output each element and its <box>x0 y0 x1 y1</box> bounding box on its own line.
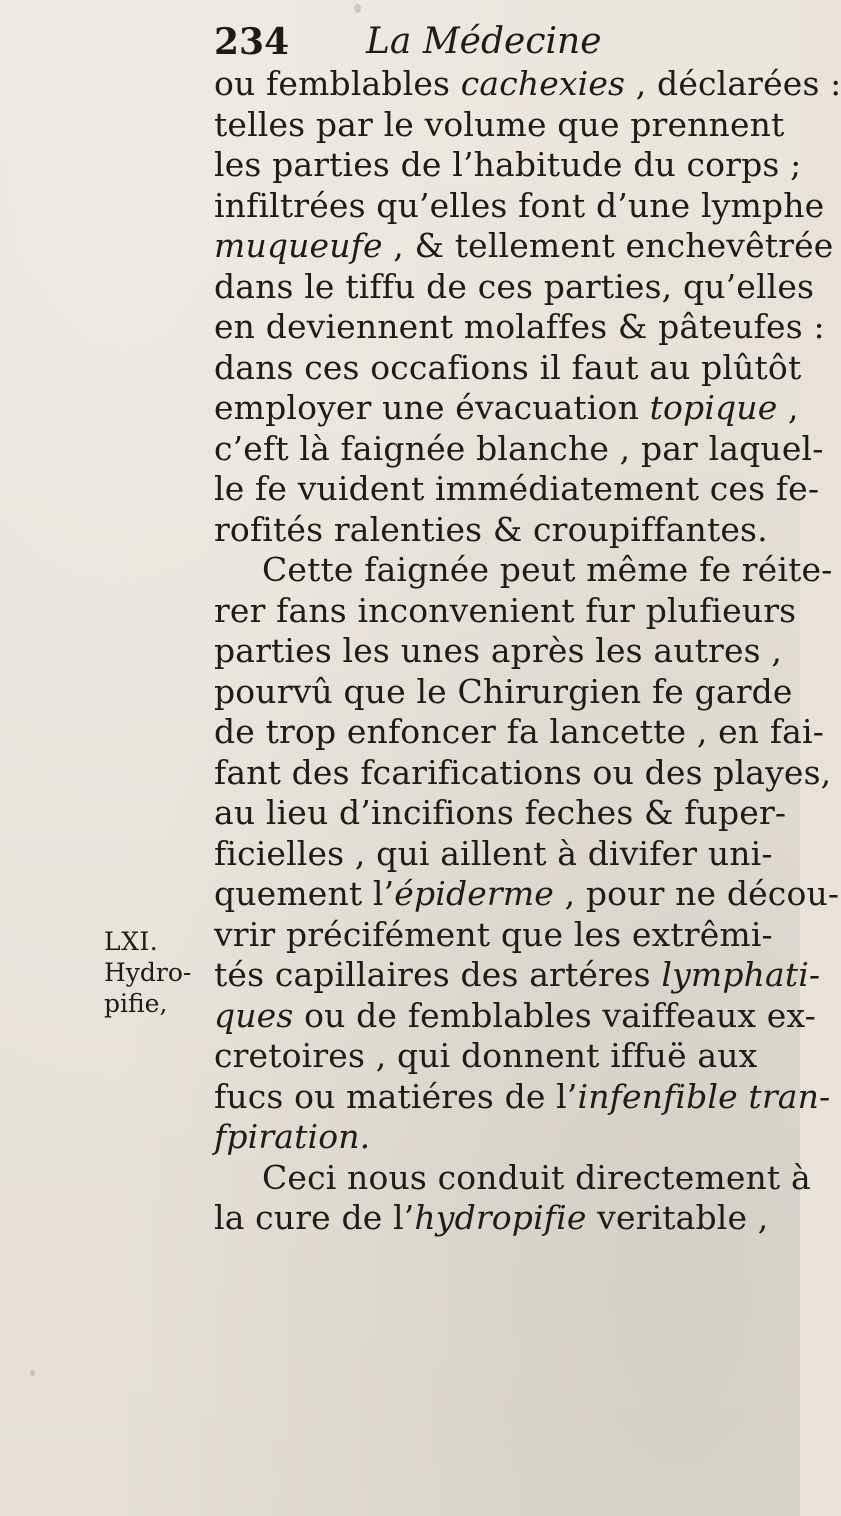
marginal-note-line: Hydro- <box>104 958 192 987</box>
italic-term: hydropifie <box>414 1198 587 1237</box>
text-line: pourvû que le Chirurgien fe garde <box>214 671 793 711</box>
text-segment: , déclarées : <box>625 64 841 103</box>
italic-term: infenfible tran- <box>577 1076 831 1116</box>
text-line: fant des fcarifications ou des playes, <box>214 752 832 792</box>
text-line: dans le tiffu de ces parties, qu’elles <box>214 266 815 306</box>
text-line: rer fans inconvenient fur plufieurs <box>214 590 797 630</box>
running-title: La Médecine <box>366 21 602 62</box>
paragraph-start-line: Ceci nous conduit directement à <box>262 1157 811 1197</box>
text-line: parties les unes après les autres , <box>214 631 783 670</box>
text-line: telles par le volume que prennent <box>214 104 785 144</box>
text-line: les parties de l’habitude du corps ; <box>214 145 802 184</box>
italic-term: topique <box>649 388 778 427</box>
text-line <box>214 1076 831 1118</box>
text-line <box>214 955 821 996</box>
italic-term: muqueufe <box>214 226 383 265</box>
text-line: au lieu d’incifions feches & fuper- <box>214 793 787 832</box>
text-segment: employer une évacuation <box>214 388 650 427</box>
ink-speck <box>30 1370 35 1376</box>
text-line <box>214 1117 792 1158</box>
text-line: vrir précifément que les extrêmi- <box>214 914 773 954</box>
text-segment: tés capillaires des artéres <box>214 955 662 994</box>
text-segment: fucs ou matiéres de l’ <box>214 1076 578 1116</box>
text-line: le fe vuident immédiatement ces fe- <box>214 469 820 508</box>
text-segment: ou femblables <box>214 64 461 103</box>
text-line: c’eft là faignée blanche , par laquel- <box>214 428 824 468</box>
text-line: cretoires , qui donnent iffuë aux <box>214 1036 758 1075</box>
text-segment: , <box>777 388 799 427</box>
italic-term: ques <box>214 995 294 1035</box>
text-segment: quement l’ <box>214 874 395 913</box>
text-segment: , & tellement enchevêtrée <box>382 226 834 265</box>
text-line <box>214 874 840 915</box>
text-line <box>214 226 834 267</box>
text-line <box>214 64 841 105</box>
text-segment: , pour ne décou- <box>553 874 840 913</box>
text-segment: ou de femblables vaiffeaux ex- <box>293 995 816 1035</box>
body-text <box>214 64 841 1239</box>
running-header <box>214 20 734 64</box>
page-number: 234 <box>214 21 290 63</box>
italic-term: fpiration. <box>214 1117 371 1156</box>
section-number: LXI. <box>104 927 159 956</box>
italic-term: lymphati- <box>661 955 821 994</box>
text-line <box>214 995 816 1037</box>
text-line <box>214 388 799 429</box>
text-line: infiltrées qu’elles font d’une lymphe <box>214 185 825 225</box>
text-line: de trop enfoncer fa lancette , en fai- <box>214 712 825 751</box>
marginal-note-line: pifie, <box>104 989 168 1018</box>
italic-term: épiderme <box>394 874 554 913</box>
text-line: rofités ralenties & croupiffantes. <box>214 509 768 549</box>
paragraph-start-line: Cette faignée peut même fe réite- <box>262 550 833 589</box>
marginal-note <box>104 926 214 1019</box>
text-line <box>214 1198 792 1239</box>
italic-term: cachexies <box>460 64 626 103</box>
text-line: ficielles , qui aillent à divifer uni- <box>214 833 773 873</box>
ink-speck <box>354 4 361 13</box>
text-segment: la cure de l’ <box>214 1198 415 1237</box>
text-line: en deviennent molaffes & pâteufes : <box>214 307 825 346</box>
text-line: dans ces occafions il faut au plûtôt <box>214 347 802 387</box>
text-segment: veritable , <box>586 1198 769 1237</box>
